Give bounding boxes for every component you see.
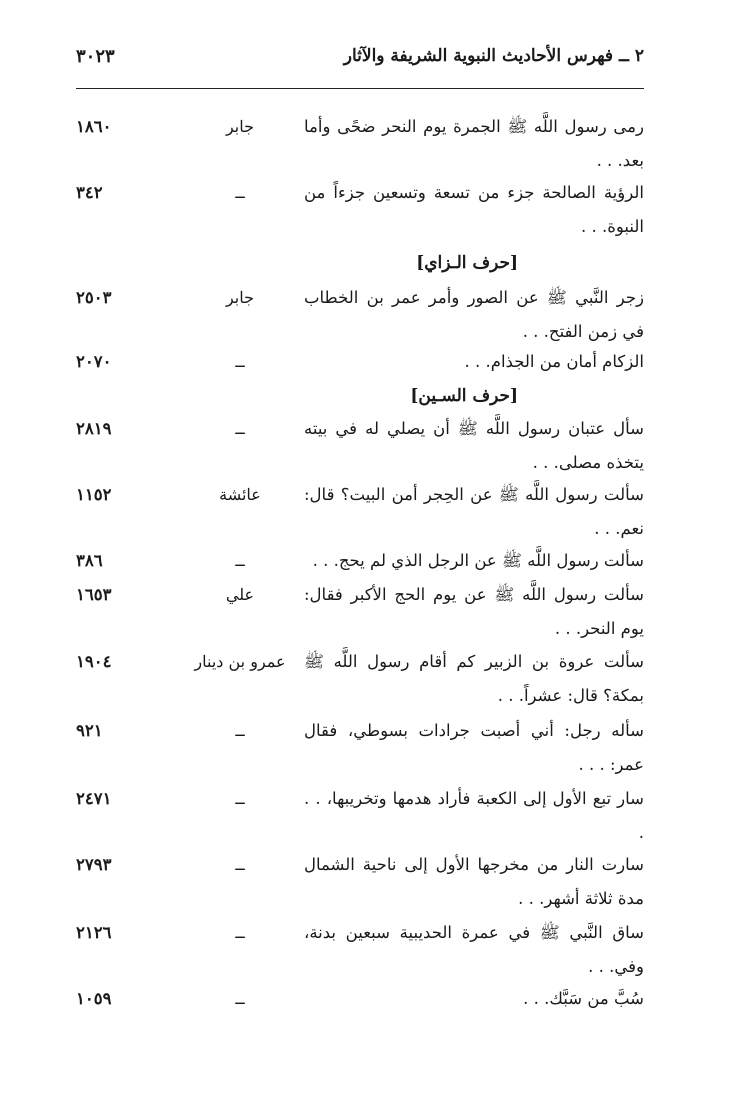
entry-number: ١٨٦٠: [76, 117, 112, 136]
header-title: ٢ ــ فهرس الأحاديث النبوية الشريفة والآثار: [343, 46, 644, 66]
entry-number: ٣٤٢: [76, 183, 103, 202]
entry-narrator: ــ: [235, 789, 245, 808]
entry-narrator: علي: [225, 585, 255, 604]
entry-number: ٢٧٩٣: [76, 855, 112, 874]
entry-number: ٢٠٧٠: [76, 352, 112, 371]
entry-text: الرؤية الصالحة جزء من تسعة وتسعين جزءاً من النبوة. . .: [304, 183, 644, 236]
entry-text: سألت رسول اللَّه ﷺ عن الرجل الذي لم يحج. . .: [312, 551, 644, 570]
entry-text: سألت عروة بن الزبير كم أقام رسول اللَّه ﷺ بمكة؟ قال: عشراً. . .: [304, 652, 644, 705]
entry-number: ١٩٠٤: [76, 652, 112, 671]
entry-narrator: ــ: [235, 923, 245, 942]
entry-narrator: ــ: [235, 855, 245, 874]
entry-text: سار تبع الأول إلى الكعبة فأراد هدمها وتخريبها، . . .: [304, 789, 644, 842]
entry-text: الزكام أمان من الجذام. . .: [464, 352, 644, 371]
entry-text: سُبَّ من سَبَّك. . .: [523, 989, 644, 1008]
entry-number: ٢٥٠٣: [76, 288, 112, 307]
entry-number: ٣٨٦: [76, 551, 103, 570]
entry-number: ١٠٥٩: [76, 989, 112, 1008]
entry-narrator: ــ: [235, 352, 245, 371]
entry-narrator: عمرو بن دينار: [194, 652, 286, 671]
entry-text: زجر النَّبي ﷺ عن الصور وأمر عمر بن الخطاب في زمن الفتح. . .: [304, 288, 644, 341]
entry-text: سأله رجل: أني أصبت جرادات بسوطي، فقال عمر: . . .: [304, 721, 644, 774]
entry-number: ٢٨١٩: [76, 419, 112, 438]
entry-narrator: جابر: [225, 288, 255, 307]
entry-text: سألت رسول اللَّه ﷺ عن يوم الحج الأكبر فقال: يوم النحر. . .: [304, 585, 644, 638]
section-heading-zay: [حرف الـزاي]: [416, 253, 518, 273]
entry-narrator: عائشة: [219, 485, 261, 504]
entry-number: ٩٢١: [76, 721, 103, 740]
entry-number: ٢٤٧١: [76, 789, 112, 808]
page-number: ٣٠٢٣: [76, 46, 115, 67]
entry-narrator: جابر: [225, 117, 255, 136]
entry-text: سأل عتبان رسول اللَّه ﷺ أن يصلي له في بيته يتخذه مصلى. . .: [304, 419, 644, 472]
entry-narrator: ــ: [235, 419, 245, 438]
section-heading-seen: [حرف السـين]: [410, 386, 518, 406]
entry-narrator: ــ: [235, 721, 245, 740]
entry-text: سألت رسول اللَّه ﷺ عن الحِجر أمن البيت؟ قال: نعم. . .: [304, 485, 644, 538]
entry-narrator: ــ: [235, 551, 245, 570]
entry-number: ١٦٥٣: [76, 585, 112, 604]
entry-text: رمى رسول اللَّه ﷺ الجمرة يوم النحر ضحًى وأما بعد. . .: [304, 117, 644, 170]
entry-narrator: ــ: [235, 989, 245, 1008]
entry-text: ساق النَّبي ﷺ في عمرة الحديبية سبعين بدنة، وفي. . .: [304, 923, 644, 976]
entry-number: ١١٥٢: [76, 485, 112, 504]
entry-narrator: ــ: [235, 183, 245, 202]
entry-number: ٢١٢٦: [76, 923, 112, 942]
entry-text: سارت النار من مخرجها الأول إلى ناحية الشمال مدة ثلاثة أشهر. . .: [304, 855, 644, 908]
